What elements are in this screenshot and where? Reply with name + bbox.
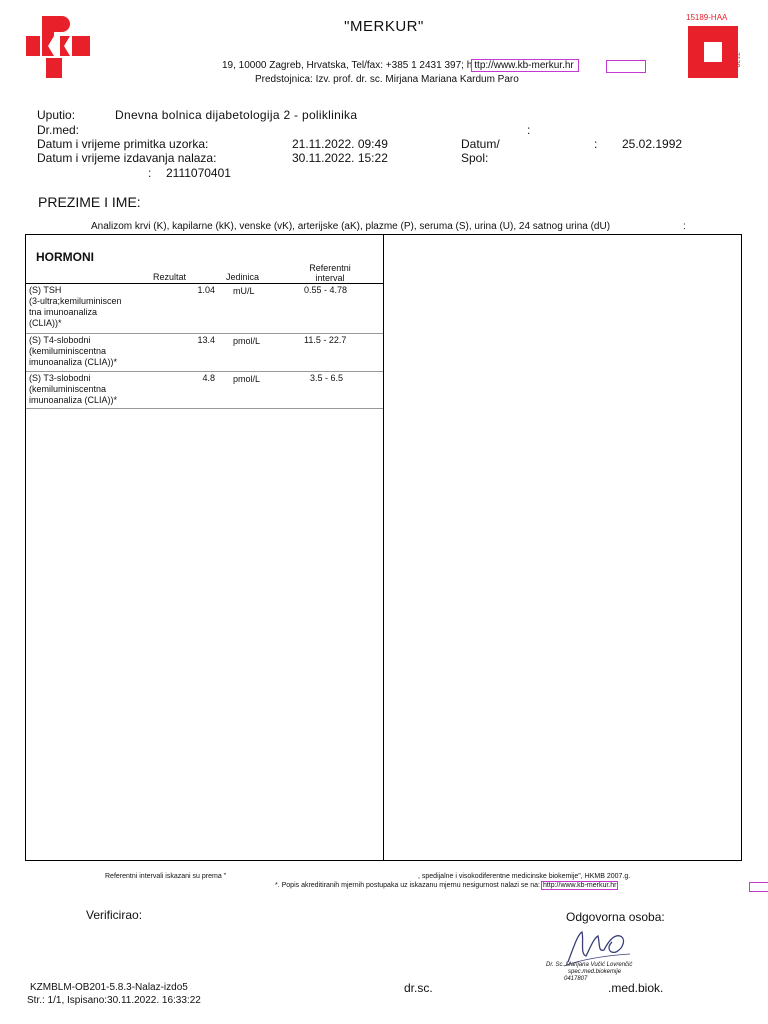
result-value-tsh: 1.04 bbox=[197, 285, 215, 295]
doctor-colon: : bbox=[527, 123, 531, 137]
analysis-colon: : bbox=[683, 221, 686, 232]
received-label: Datum i vrijeme primitka uzorka: bbox=[37, 137, 209, 151]
accreditation-link[interactable]: http://www.kb-merkur.hr bbox=[542, 882, 617, 889]
signature-stamp bbox=[546, 962, 632, 983]
referrer-label: Uputio: bbox=[37, 108, 76, 122]
title-medbiok: .med.biok. bbox=[608, 981, 664, 995]
col-result-header: Rezultat bbox=[153, 272, 187, 282]
result-name-t4: (S) T4-slobodni (kemiluminiscentna imunoanaliza (CLIA))* bbox=[29, 335, 118, 367]
accreditation-note bbox=[275, 882, 617, 889]
reference-note-start: Referentni intervali iskazani su prema " bbox=[105, 873, 227, 880]
analysis-note: Analizom krvi (K), kapilarne (kK), venske (vK), arterijske (aK), plazme (P), seruma (S), urina (U), 24 satnog urina (dU) bbox=[91, 221, 611, 232]
result-value-t4: 13.4 bbox=[197, 335, 215, 345]
referrer-value: Dnevna bolnica dijabetologija 2 - poliklinika bbox=[115, 108, 358, 122]
patient-id: 2111070401 bbox=[166, 166, 231, 180]
result-ref-t3: 3.5 - 6.5 bbox=[310, 373, 344, 383]
received-value: 21.11.2022. 09:49 bbox=[292, 137, 388, 151]
accreditation-code: 15189-HAA bbox=[686, 13, 728, 22]
reference-note-end: , spedijalne i visokodiferentne medicinske biokemije", HKMB 2007.g. bbox=[418, 873, 631, 880]
row-rule bbox=[26, 333, 383, 334]
accreditation-number: 7130 bbox=[733, 52, 740, 68]
stamp-title: spec.med.biokemije bbox=[568, 969, 622, 975]
link-outline-box bbox=[606, 60, 646, 73]
result-value-t3: 4.8 bbox=[202, 373, 215, 383]
verified-label: Verificirao: bbox=[86, 908, 143, 922]
page-info: Str.: 1/1, Ispisano:30.11.2022. 16:33:22 bbox=[27, 995, 201, 1006]
row-rule bbox=[26, 371, 383, 372]
link-outline-box bbox=[749, 882, 768, 892]
col-unit-header: Jedinica bbox=[226, 272, 260, 282]
result-ref-tsh: 0.55 - 4.78 bbox=[304, 285, 348, 295]
result-unit-t3: pmol/L bbox=[233, 374, 261, 384]
birthdate-value: 25.02.1992 bbox=[622, 137, 683, 151]
birthdate-label: Datum/ bbox=[461, 137, 500, 151]
head-of-department: Predstojnica: Izv. prof. dr. sc. Mirjana Mariana Kardum Paro bbox=[255, 74, 519, 85]
result-ref-t4: 11.5 - 22.7 bbox=[304, 335, 347, 345]
sex-label: Spol: bbox=[461, 151, 489, 165]
stamp-number: 0417807 bbox=[564, 976, 588, 982]
responsible-label: Odgovorna osoba: bbox=[566, 910, 665, 924]
website-link[interactable]: ttp://www.kb-merkur.hr bbox=[472, 60, 577, 71]
doctor-label: Dr.med: bbox=[37, 123, 80, 137]
issued-value: 30.11.2022. 15:22 bbox=[292, 151, 388, 165]
section-title: HORMONI bbox=[36, 250, 94, 264]
result-name-tsh: (S) TSH (3-ultra;kemiluminiscen tna imunoanaliza (CLIA))* bbox=[29, 285, 122, 328]
address-text: 19, 10000 Zagreb, Hrvatska, Tel/fax: +385 1 2431 397; h bbox=[222, 60, 473, 71]
title-drsc: dr.sc. bbox=[404, 981, 433, 995]
patient-id-colon: : bbox=[148, 166, 152, 180]
panel-divider bbox=[383, 234, 384, 861]
document-code: KZMBLM-OB201-5.8.3-Nalaz-izdo5 bbox=[30, 982, 188, 993]
result-unit-t4: pmol/L bbox=[233, 336, 261, 346]
col-ref-header: Referentni interval bbox=[309, 263, 351, 283]
stamp-name: Dr. Sc. Marijana Vučić Lovrenčić bbox=[546, 962, 633, 968]
result-name-t3: (S) T3-slobodni (kemiluminiscentna imunoanaliza (CLIA))* bbox=[29, 373, 118, 405]
patient-name-label: PREZIME I IME: bbox=[38, 194, 141, 210]
header-rule bbox=[26, 283, 383, 284]
issued-label: Datum i vrijeme izdavanja nalaza: bbox=[37, 151, 217, 165]
row-rule bbox=[26, 408, 383, 409]
result-unit-tsh: mU/L bbox=[233, 286, 255, 296]
institution-title: "MERKUR" bbox=[344, 18, 424, 35]
birthdate-colon: : bbox=[594, 137, 598, 151]
address-line bbox=[222, 60, 578, 71]
accreditation-note-text: *. Popis akreditiranih mjernih postupaka uz iskazanu mjernu nesigurnost nalazi se na: bbox=[275, 882, 540, 889]
